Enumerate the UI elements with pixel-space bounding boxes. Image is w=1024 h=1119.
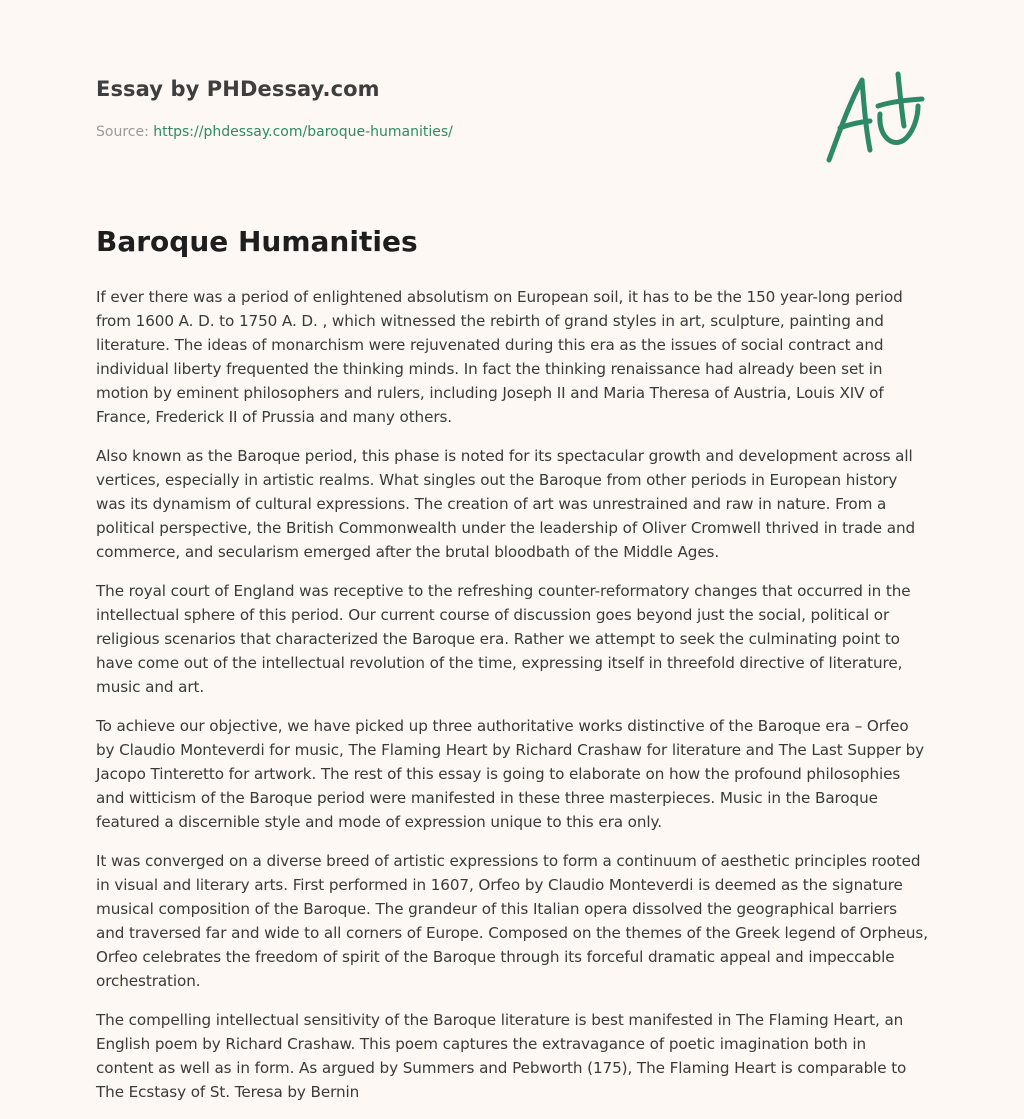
source-link[interactable]: https://phdessay.com/baroque-humanities/ <box>153 124 453 140</box>
paragraph: The royal court of England was receptive to the refreshing counter-reformatory changes that occurred in the intellectual sphere of this period. Our current course of discussion goes beyond just the social, political or religious scenarios that characterized the Baroque era. Rather we attempt to seek the culminating point to have come out of the intellectual revolution of the time, expressing itself in threefold directive of literature, music and art. <box>96 582 911 696</box>
site-brand: Essay by PHDessay.com <box>96 77 380 101</box>
source-label: Source: <box>96 124 154 140</box>
a-plus-grade-icon <box>820 66 930 166</box>
paragraph: It was converged on a diverse breed of artistic expressions to form a continuum of aesthetic principles rooted in visual and literary arts. First performed in 1607, Orfeo by Claudio Monteverdi is deemed as the signature musical composition of the Baroque. The grandeur of this Italian opera dissolved the geographical barriers and traversed far and wide to all corners of Europe. Composed on the themes of the Greek legend of Orpheus, Orfeo celebrates the freedom of spirit of the Baroque through its forceful dramatic appeal and impeccable orchestration. <box>96 852 928 990</box>
source-line <box>96 124 453 140</box>
paragraph: Also known as the Baroque period, this phase is noted for its spectacular growth and development across all vertices, especially in artistic realms. What singles out the Baroque from other periods in European history was its dynamism of cultural expressions. The creation of art was unrestrained and raw in nature. From a political perspective, the British Commonwealth under the leadership of Oliver Cromwell thrived in trade and commerce, and secularism emerged after the brutal bloodbath of the Middle Ages. <box>96 447 916 561</box>
paragraph: The compelling intellectual sensitivity of the Baroque literature is best manifested in The Flaming Heart, an English poem by Richard Crashaw. This poem captures the extravagance of poetic imagination both in content as well as in form. As argued by Summers and Pebworth (175), The Flaming Heart is comparable to The Ecstasy of St. Teresa by Bernin <box>96 1011 907 1101</box>
paragraph: If ever there was a period of enlightened absolutism on European soil, it has to be the 150 year-long period from 1600 A. D. to 1750 A. D. , which witnessed the rebirth of grand styles in art, sculpture, painting and literature. The ideas of monarchism were rejuvenated during this era as the issues of social contract and individual liberty frequented the thinking minds. In fact the thinking renaissance had already been set in motion by eminent philosophers and rulers, including Joseph II and Maria Theresa of Austria, Louis XIV of France, Frederick II of Prussia and many others. <box>96 288 903 426</box>
article-body <box>96 285 928 1119</box>
paragraph: To achieve our objective, we have picked up three authoritative works distinctive of the Baroque era – Orfeo by Claudio Monteverdi for music, The Flaming Heart by Richard Crashaw for literature and The Last Supper by Jacopo Tinteretto for artwork. The rest of this essay is going to elaborate on how the profound philosophies and witticism of the Baroque period were manifested in these three masterpieces. Music in the Baroque featured a discernible style and mode of expression unique to this era only. <box>96 717 925 831</box>
article-title: Baroque Humanities <box>96 225 418 258</box>
